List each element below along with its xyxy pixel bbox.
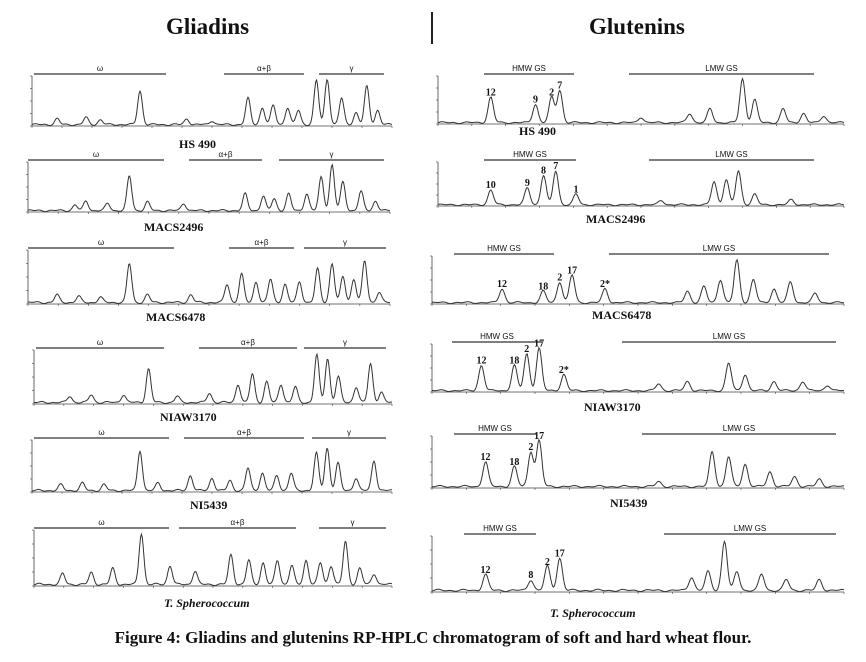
region-label: ω [96,64,104,73]
chromatogram-svg [424,150,844,210]
peak-label: 2 [528,442,534,454]
glutenins-heading: Glutenins [589,14,685,39]
region-label: ω [97,238,105,247]
region-label: HMW GS [483,524,517,533]
sample-label: HS 490 [519,124,557,138]
region-label: ω [98,518,105,527]
figure-caption: Figure 4: Gliadins and glutenins RP-HPLC chromatogram of soft and hard wheat flour. [114,628,752,647]
chromatogram-trace [28,165,390,212]
region-label: LMW GS [712,332,746,341]
chromatogram-trace [34,534,392,585]
region-label: LMW GS [722,424,756,433]
chromatogram-svg [14,150,394,220]
chromatogram-svg [14,426,394,496]
chromatogram-panel [14,236,394,324]
peak-label: 18 [509,355,520,367]
peak-label: 12 [485,87,496,99]
region-label: γ [343,338,347,347]
chromatogram-trace [438,171,844,206]
region-label: γ [349,64,354,73]
heading-divider [431,12,433,44]
chromatogram-svg [424,66,844,128]
chromatogram-panel [424,244,844,322]
chromatogram-svg [424,244,844,306]
region-label: HMW GS [513,150,547,159]
peak-label: 17 [534,338,545,350]
chromatogram-trace [32,449,392,492]
peak-label: 17 [567,265,578,277]
sample-label: MACS6478 [146,310,206,324]
peak-label: 12 [476,355,487,367]
region-label: γ [350,518,355,527]
peak-label: 10 [485,180,496,192]
region-label: HMW GS [487,244,521,253]
region-label: α+β [254,238,269,247]
region-label: LMW GS [702,244,736,253]
chromatogram-panel [424,64,844,138]
peak-label: 2* [600,279,611,291]
peak-label: 12 [480,564,491,576]
region-label: γ [329,150,334,159]
region-label: HMW GS [480,332,514,341]
chromatogram-svg [14,66,394,136]
region-label: HMW GS [478,424,512,433]
region-label: ω [96,338,104,347]
region-label: α+β [257,64,271,73]
sample-label: T. Spherococcum [164,596,250,610]
chromatogram-panel [424,150,844,226]
chromatogram-trace [432,440,844,488]
sample-label: MACS2496 [144,220,204,234]
peak-label: 1 [573,184,579,196]
region-label: γ [347,428,351,437]
peak-label: 18 [509,457,520,469]
chromatogram-panel [424,332,844,414]
chromatogram-trace [432,542,844,592]
chromatogram-trace [432,260,844,304]
peak-label: 9 [524,178,530,190]
region-label: LMW GS [705,64,738,73]
chromatogram-panel [14,150,394,234]
chromatogram-trace [438,79,844,124]
chromatogram-panel [424,422,844,510]
peak-label: 8 [528,570,534,582]
region-label: LMW GS [733,524,767,533]
peak-label: 7 [553,161,559,173]
chromatogram-svg [424,522,844,594]
peak-label: 2 [557,272,563,284]
region-label: LMW GS [715,150,748,159]
sample-label: NI5439 [610,496,648,510]
chromatogram-trace [34,354,392,403]
chromatogram-panel [14,516,394,610]
region-label: α+β [241,338,255,347]
chromatogram-trace [28,261,390,303]
chromatogram-trace [432,348,844,392]
peak-label: 2 [544,556,550,568]
chromatogram-panel [14,336,394,424]
region-label: γ [343,238,347,247]
region-label: α+β [230,518,245,527]
peak-label: 12 [480,452,491,464]
peak-label: 9 [532,94,538,106]
region-label: ω [98,428,105,437]
chromatogram-panel [424,522,844,620]
gliadins-heading: Gliadins [166,14,250,39]
sample-label: NIAW3170 [160,410,217,424]
region-label: α+β [218,150,233,159]
chromatogram-svg [424,422,844,492]
peak-label: 2 [549,87,555,99]
peak-label: 18 [538,281,549,293]
sample-label: T. Spherococcum [550,606,636,620]
chromatogram-svg [14,236,394,308]
chromatogram-svg [424,334,844,394]
chromatogram-panel [14,64,394,151]
sample-label: MACS6478 [592,308,652,322]
chromatogram-svg [14,336,394,408]
chromatogram-trace [32,80,392,126]
peak-label: 17 [534,431,545,443]
region-label: α+β [237,428,251,437]
peak-label: 2* [558,364,569,376]
chromatogram-svg [14,516,394,588]
sample-label: NIAW3170 [584,400,641,414]
chromatogram-panel [14,426,394,512]
region-label: HMW GS [512,64,546,73]
peak-label: 12 [497,279,508,291]
sample-label: NI5439 [190,498,228,512]
peak-label: 2 [524,344,530,356]
peak-label: 17 [554,548,565,560]
sample-label: HS 490 [179,137,217,151]
region-label: ω [92,150,100,159]
peak-label: 7 [557,80,563,92]
sample-label: MACS2496 [586,212,646,226]
peak-label: 8 [541,165,547,177]
